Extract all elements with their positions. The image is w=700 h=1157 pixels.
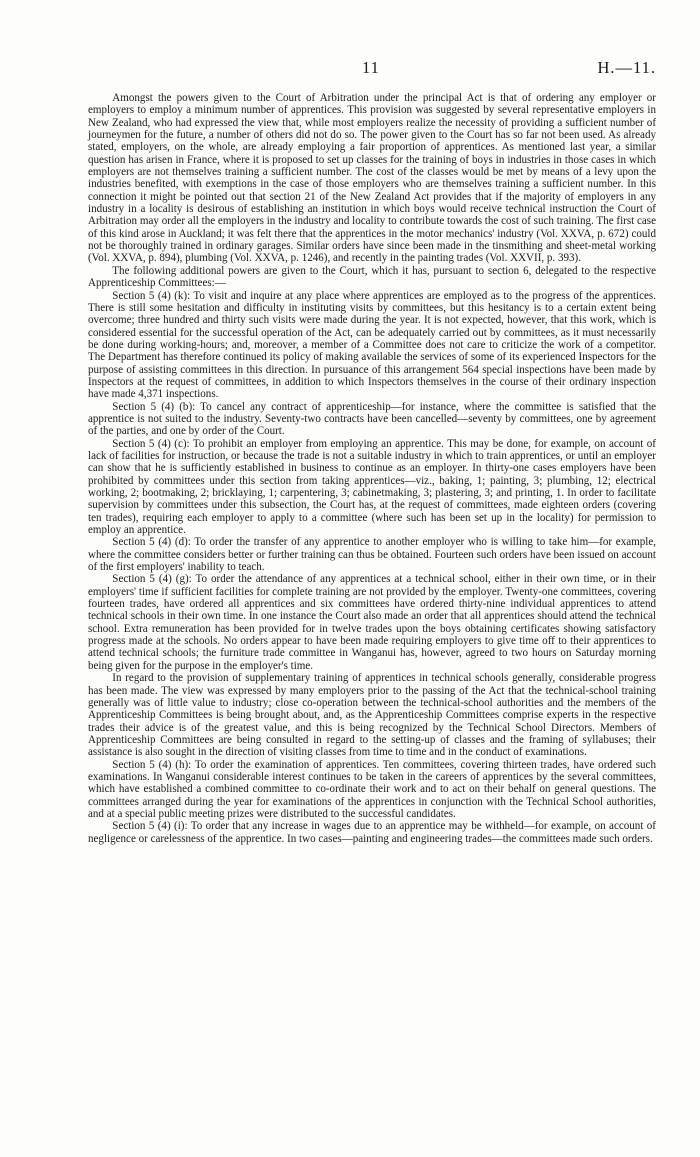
paragraph-section-5-4-c: Section 5 (4) (c): To prohibit an employer from employing an apprentice. This may be done, for example, on account of lack of facilities for instruction, or because the trade is not a suitable industry in which to train apprentices, or until an employer can show that he is sufficiently established in business to continue as an employer. In thirty-one cases employers have been prohibited by committees under this section from taking apprentices—viz., baking, 1; painting, 3; plumbing, 12; electrical working, 2; bootmaking, 2; bricklaying, 1; carpentering, 3; cabinetmaking, 3; plastering, 3; and printing, 1. In order to facilitate supervision by committees under this subsection, the Court has, at the request of committees, made eighteen orders (covering ten trades), requiring each employer to apply to a committee (where such has been set up in the locality) for permission to employ an apprentice. [88,437,656,537]
paragraph-section-5-4-d: Section 5 (4) (d): To order the transfer of any apprentice to another employer who is willing to take him—for example, where the committee considers better or further training can thus be obtained. Fourteen such orders have been issued on account of the first employers' inability to teach. [88,536,656,574]
document-code: H.—11. [597,58,656,77]
paragraph-additional-powers: The following additional powers are given to the Court, which it has, pursuant to section 6, delegated to the respective Apprenticeship Committees:— [88,264,656,290]
paragraph-section-5-4-h: Section 5 (4) (h): To order the examination of apprentices. Ten committees, covering thirteen trades, have ordered such examinations. In Wanganui considerable interest continues to be taken in the careers of apprentices by the several committees, which have established a combined committee to co-ordinate their work and to act on their behalf on general questions. The committees arranged during the year for examinations of the apprentices in conjunction with the Technical School authorities, and at a special public meeting prizes were distributed to the successful candidates. [88,758,656,820]
page-number: 11 [362,58,380,77]
paragraph-court-powers: Amongst the powers given to the Court of Arbitration under the principal Act is that of ordering any employer or employers to employ a minimum number of apprentices. This provision was suggested by several representative employers in New Zealand, who had expressed the view that, while most employers realize the necessity of providing a sufficient number of journeymen for the future, a number of others did not do so. The power given to the Court has so far not been used. As already stated, employers, on the whole, are already employing a fair proportion of apprentices. As mentioned last year, a similar question has arisen in France, where it is proposed to set up classes for the training of boys in industries in those cases in which employers are not themselves training a sufficient number. The cost of the classes would be met by means of a levy upon the industries benefited, with exemptions in the case of those employers who are themselves training a sufficient number. In this connection it might be pointed out that section 21 of the New Zealand Act provides that if the majority of employers in any industry in a locality is desirous of establishing an institution in which boys would receive technical instruction the Court of Arbitration may order all the employers in the industry and locality to contribute towards the cost of such training. The first case of this kind arose in Auckland; it was felt there that the apprentices in the motor mechanics' industry (Vol. XXVA, p. 672) could not be thoroughly trained in ordinary garages. Similar orders have since been made in the tinsmithing and sheet-metal working (Vol. XXVA, p. 894), plumbing (Vol. XXVA, p. 1246), and recently in the painting trades (Vol. XXVII, p. 393). [88,92,656,265]
body-text [88,92,656,845]
paragraph-technical-schools: In regard to the provision of supplementary training of apprentices in technical schools generally, considerable progress has been made. The view was expressed by many employers prior to the passing of the Act that the technical-school training generally was of little value to industry; close co-operation between the technical-school authorities and the members of the Apprenticeship Committees is being brought about, and, as the Apprenticeship Committees comprise experts in the respective trades their advice is of the greatest value, and this is being recognized by the Technical School Directors. Members of Apprenticeship Committees are being consulted in regard to the setting-up of classes and the framing of syllabuses; their assistance is also sought in the direction of visiting classes from time to time and in the conduct of examinations. [88,672,656,759]
paragraph-section-5-4-i: Section 5 (4) (i): To order that any increase in wages due to an apprentice may be withheld—for example, on account of negligence or carelessness of the apprentice. In two cases—painting and engineering trades—the committees made such orders. [88,820,656,845]
page-header [86,58,656,78]
paragraph-section-5-4-g: Section 5 (4) (g): To order the attendance of any apprentices at a technical school, either in their own time, or in their employers' time if sufficient facilities for complete training are not provided by the employer. Twenty-one committees, covering fourteen trades, have ordered all apprentices and six committees have ordered thirty-nine individual apprentices to attend technical schools in their own time. In one instance the Court also made an order that all apprentices should attend the technical school. Extra remuneration has been provided for in twelve trades upon the boys obtaining certificates showing satisfactory progress made at the schools. No orders appear to have been made requiring employers to give time off to their apprentices to attend technical schools; the furniture trade committee in Wanganui has, however, agreed to two hours on Saturday morning being given for the purpose in the employer's time. [88,573,656,672]
paragraph-section-5-4-k: Section 5 (4) (k): To visit and inquire at any place where apprentices are employed as to the progress of the apprentices. There is still some hesitation and difficulty in instituting visits by committees, but this hesitancy is to a certain extent being overcome; three hundred and thirty such visits were made during the year. It is not expected, however, that this work, which is considered essential for the successful operation of the Act, can be adequately carried out by committees, as it must necessarily be done during working-hours; and, moreover, a member of a Committee does not care to criticize the work of a competitor. The Department has therefore continued its policy of making available the services of some of its experienced Inspectors for the purpose of assisting committees in this direction. In pursuance of this arrangement 564 special inspections have been made by Inspectors at the request of committees, in addition to which Inspectors themselves in the course of their ordinary inspection have made 4,371 inspections. [88,289,656,401]
paragraph-section-5-4-b: Section 5 (4) (b): To cancel any contract of apprenticeship—for instance, where the committee is satisfied that the apprentice is not suited to the industry. Seventy-two contracts have been cancelled—seventy by committees, one by agreement of the parties, and one by order of the Court. [88,400,656,438]
